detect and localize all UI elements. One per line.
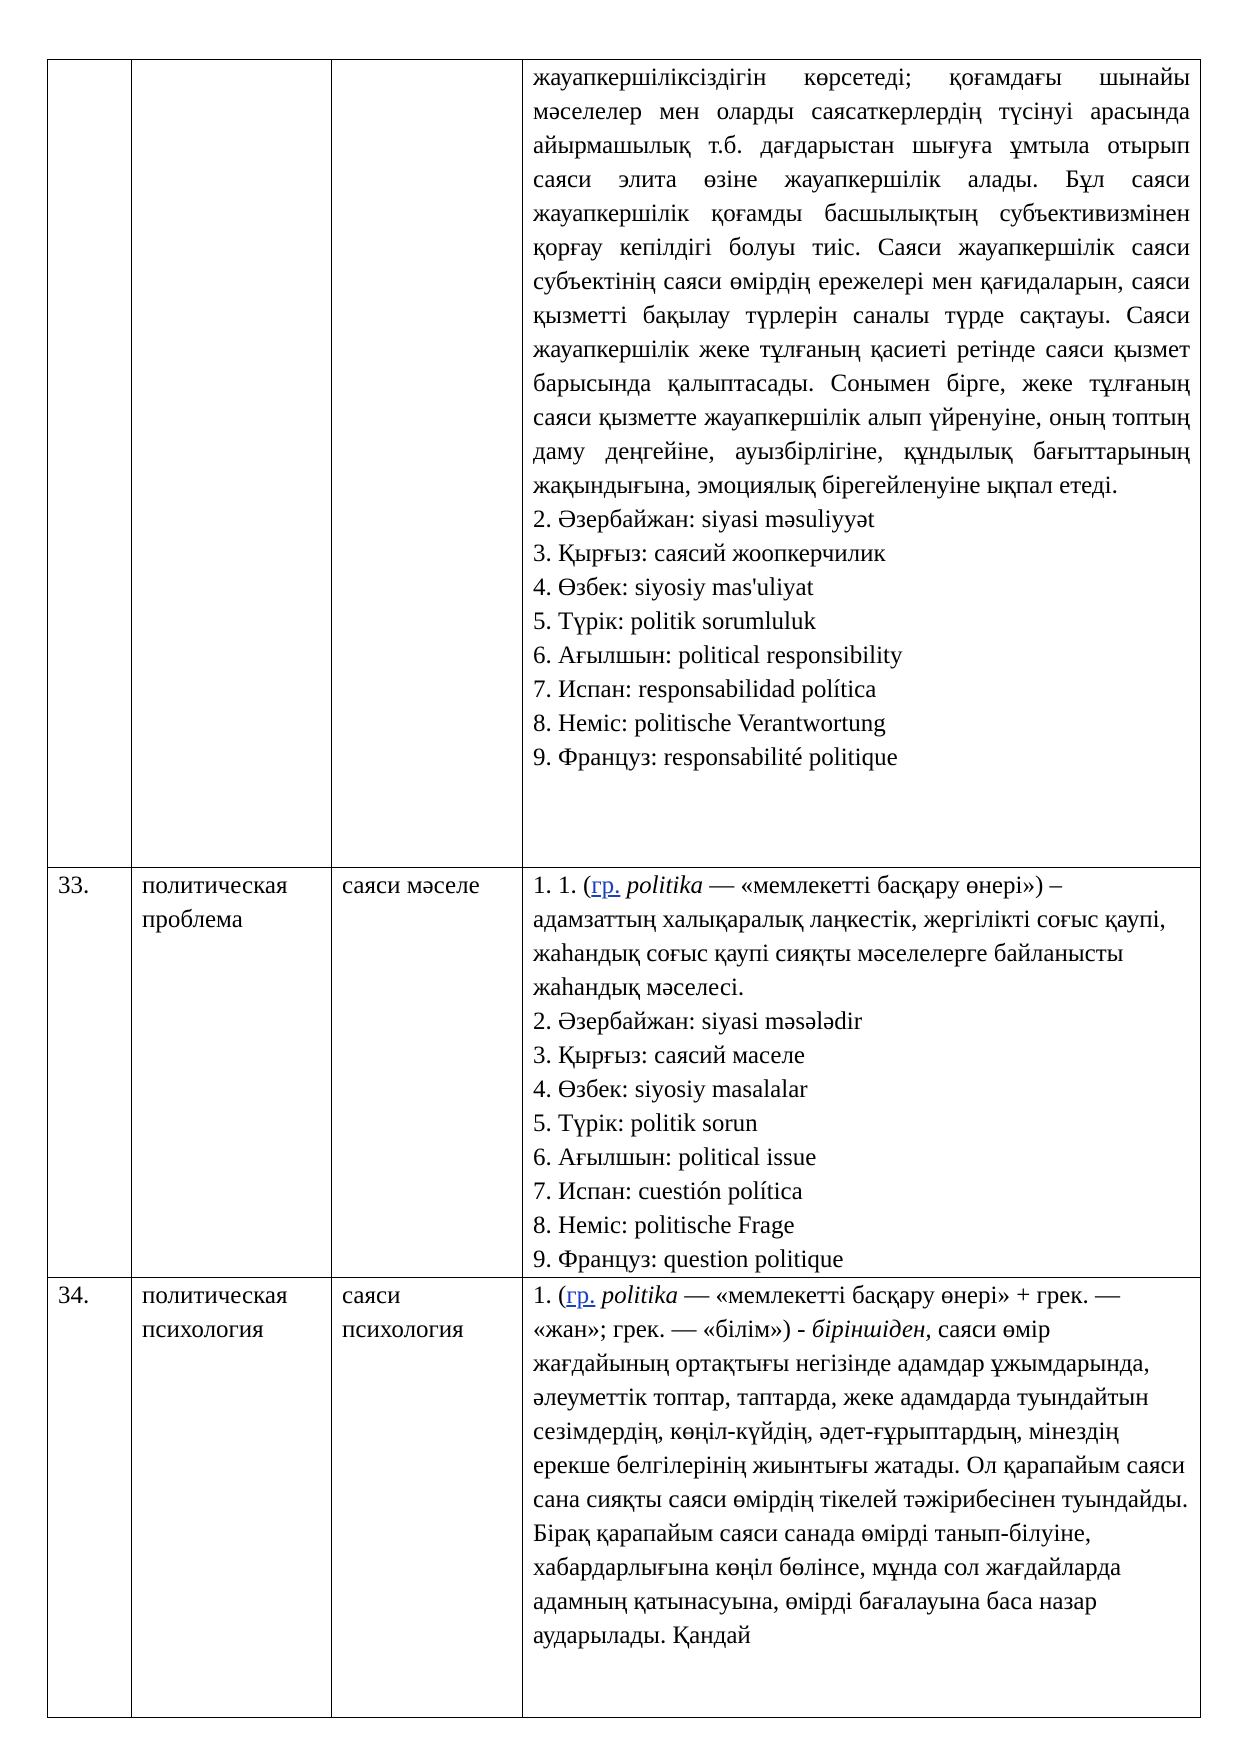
translation-line: 9. Француз: question politique: [533, 1246, 844, 1273]
table-row: [48, 868, 1201, 1278]
translation-line: 6. Ағылшын: political responsibility: [533, 642, 903, 669]
definition-paragraph: жауапкершіліксіздігін көрсетеді; қоғамдағы шынайы мәселелер мен оларды саясаткерлердің түсінуі арасында айырмашылық т.б. дағдарыстан шығуға ұмтыла отырып саяси элита өзіне жауапкершілік алады. Бұл саяси жауапкершілік қоғамды басшылықтың субъективизмінен қорғау кепілдігі болуы тиіс. Саяси жауапкершілік саяси субъектінің саяси өмірдің ережелері мен қағидаларын, саяси қызметті бақылау түрлерін саналы түрде сақтауы. Саяси жауапкершілік жеке тұлғаның қасиеті ретінде саяси қызмет барысында қалыптасады. Сонымен бірге, жеке тұлғаның саяси қызметте жауапкершілік алып үйренуіне, оның топтың даму деңгейіне, ауызбірлігіне, құндылық бағыттарының жақындығына, эмоциялық бірегейленуіне ықпал етеді.: [533, 64, 1190, 499]
translation-line: 2. Әзербайжан: siyasi məsuliyyət: [533, 506, 875, 533]
translation-line: 4. Өзбек: siyosiy mas'uliyat: [533, 574, 814, 601]
term-etymology: politika: [601, 1282, 678, 1309]
russian-term-cell: [132, 60, 332, 868]
definition-cell: [523, 60, 1201, 868]
russian-term-cell: [132, 1278, 332, 1718]
definition-cell: [523, 868, 1201, 1278]
translation-line: 8. Неміс: politische Verantwortung: [533, 710, 886, 737]
definition-cell: [523, 1278, 1201, 1718]
translation-line: 5. Түрік: politik sorun: [533, 1110, 758, 1137]
translation-line: 3. Қырғыз: саясий маселе: [533, 1042, 806, 1069]
term-etymology: politika: [626, 872, 703, 899]
entry-number-cell: [48, 868, 132, 1278]
greek-abbrev-link[interactable]: гр.: [591, 872, 621, 899]
kazakh-term-cell: [332, 868, 523, 1278]
translation-line: 9. Француз: responsabilité politique: [533, 744, 898, 771]
entry-number-cell: [48, 1278, 132, 1718]
russian-term: политическая психология: [142, 1282, 288, 1343]
entry-number: 33.: [58, 872, 90, 899]
definition-paragraph: 1. 1. (гр. politika — «мемлекетті басқару өнері») – адамзаттың халықаралық лаңкестік, жергілікті соғыс қаупі, жаһандық соғыс қаупі сияқты мәселелерге байланысты жаһандық мәселесі.: [533, 872, 1166, 1001]
glossary-table: [47, 59, 1201, 1718]
definition-paragraph: 1. (гр. politika — «мемлекетті басқару өнері» + грек. — «жан»; грек. — «білім») - біріншіден, саяси өмір жағдайының ортақтығы негізінде адамдар ұжымдарында, әлеуметтік топтар, таптарда, жеке адамдарда туындайтын сезімдердің, көңіл-күйдің, әдет-ғұрыптардың, мінездің ерекше белгілерінің жиынтығы жатады. Ол қарапайым саяси сана сияқты саяси өмірдің тікелей тәжірибесінен туындайды. Бірақ қарапайым саяси санада өмірді танып-білуіне, хабардарлығына көңіл бөлінсе, мұнда сол жағдайларда адамның қатынасуына, өмірді бағалауына баса назар аударылады. Қандай: [533, 1282, 1189, 1649]
emphasis-text: біріншіден,: [811, 1316, 932, 1343]
translation-line: 8. Неміс: politische Frage: [533, 1212, 795, 1239]
translation-line: 7. Испан: cuestión política: [533, 1178, 803, 1205]
russian-term: политическая проблема: [142, 872, 288, 933]
table-row: [48, 1278, 1201, 1718]
kazakh-term: саяси психология: [342, 1282, 464, 1343]
entry-number: 34.: [58, 1282, 90, 1309]
translation-line: 2. Әзербайжан: siyasi məsələdir: [533, 1008, 863, 1035]
translation-line: 5. Түрік: politik sorumluluk: [533, 608, 816, 635]
kazakh-term-cell: [332, 60, 523, 868]
translation-line: 3. Қырғыз: саясий жоопкерчилик: [533, 540, 886, 567]
translation-line: 6. Ағылшын: political issue: [533, 1144, 817, 1171]
russian-term-cell: [132, 868, 332, 1278]
table-row: [48, 60, 1201, 868]
kazakh-term: саяси мәселе: [342, 872, 480, 899]
kazakh-term-cell: [332, 1278, 523, 1718]
entry-number-cell: [48, 60, 132, 868]
translation-line: 4. Өзбек: siyosiy masalalar: [533, 1076, 808, 1103]
translation-line: 7. Испан: responsabilidad política: [533, 676, 877, 703]
greek-abbrev-link[interactable]: гр.: [566, 1282, 596, 1309]
